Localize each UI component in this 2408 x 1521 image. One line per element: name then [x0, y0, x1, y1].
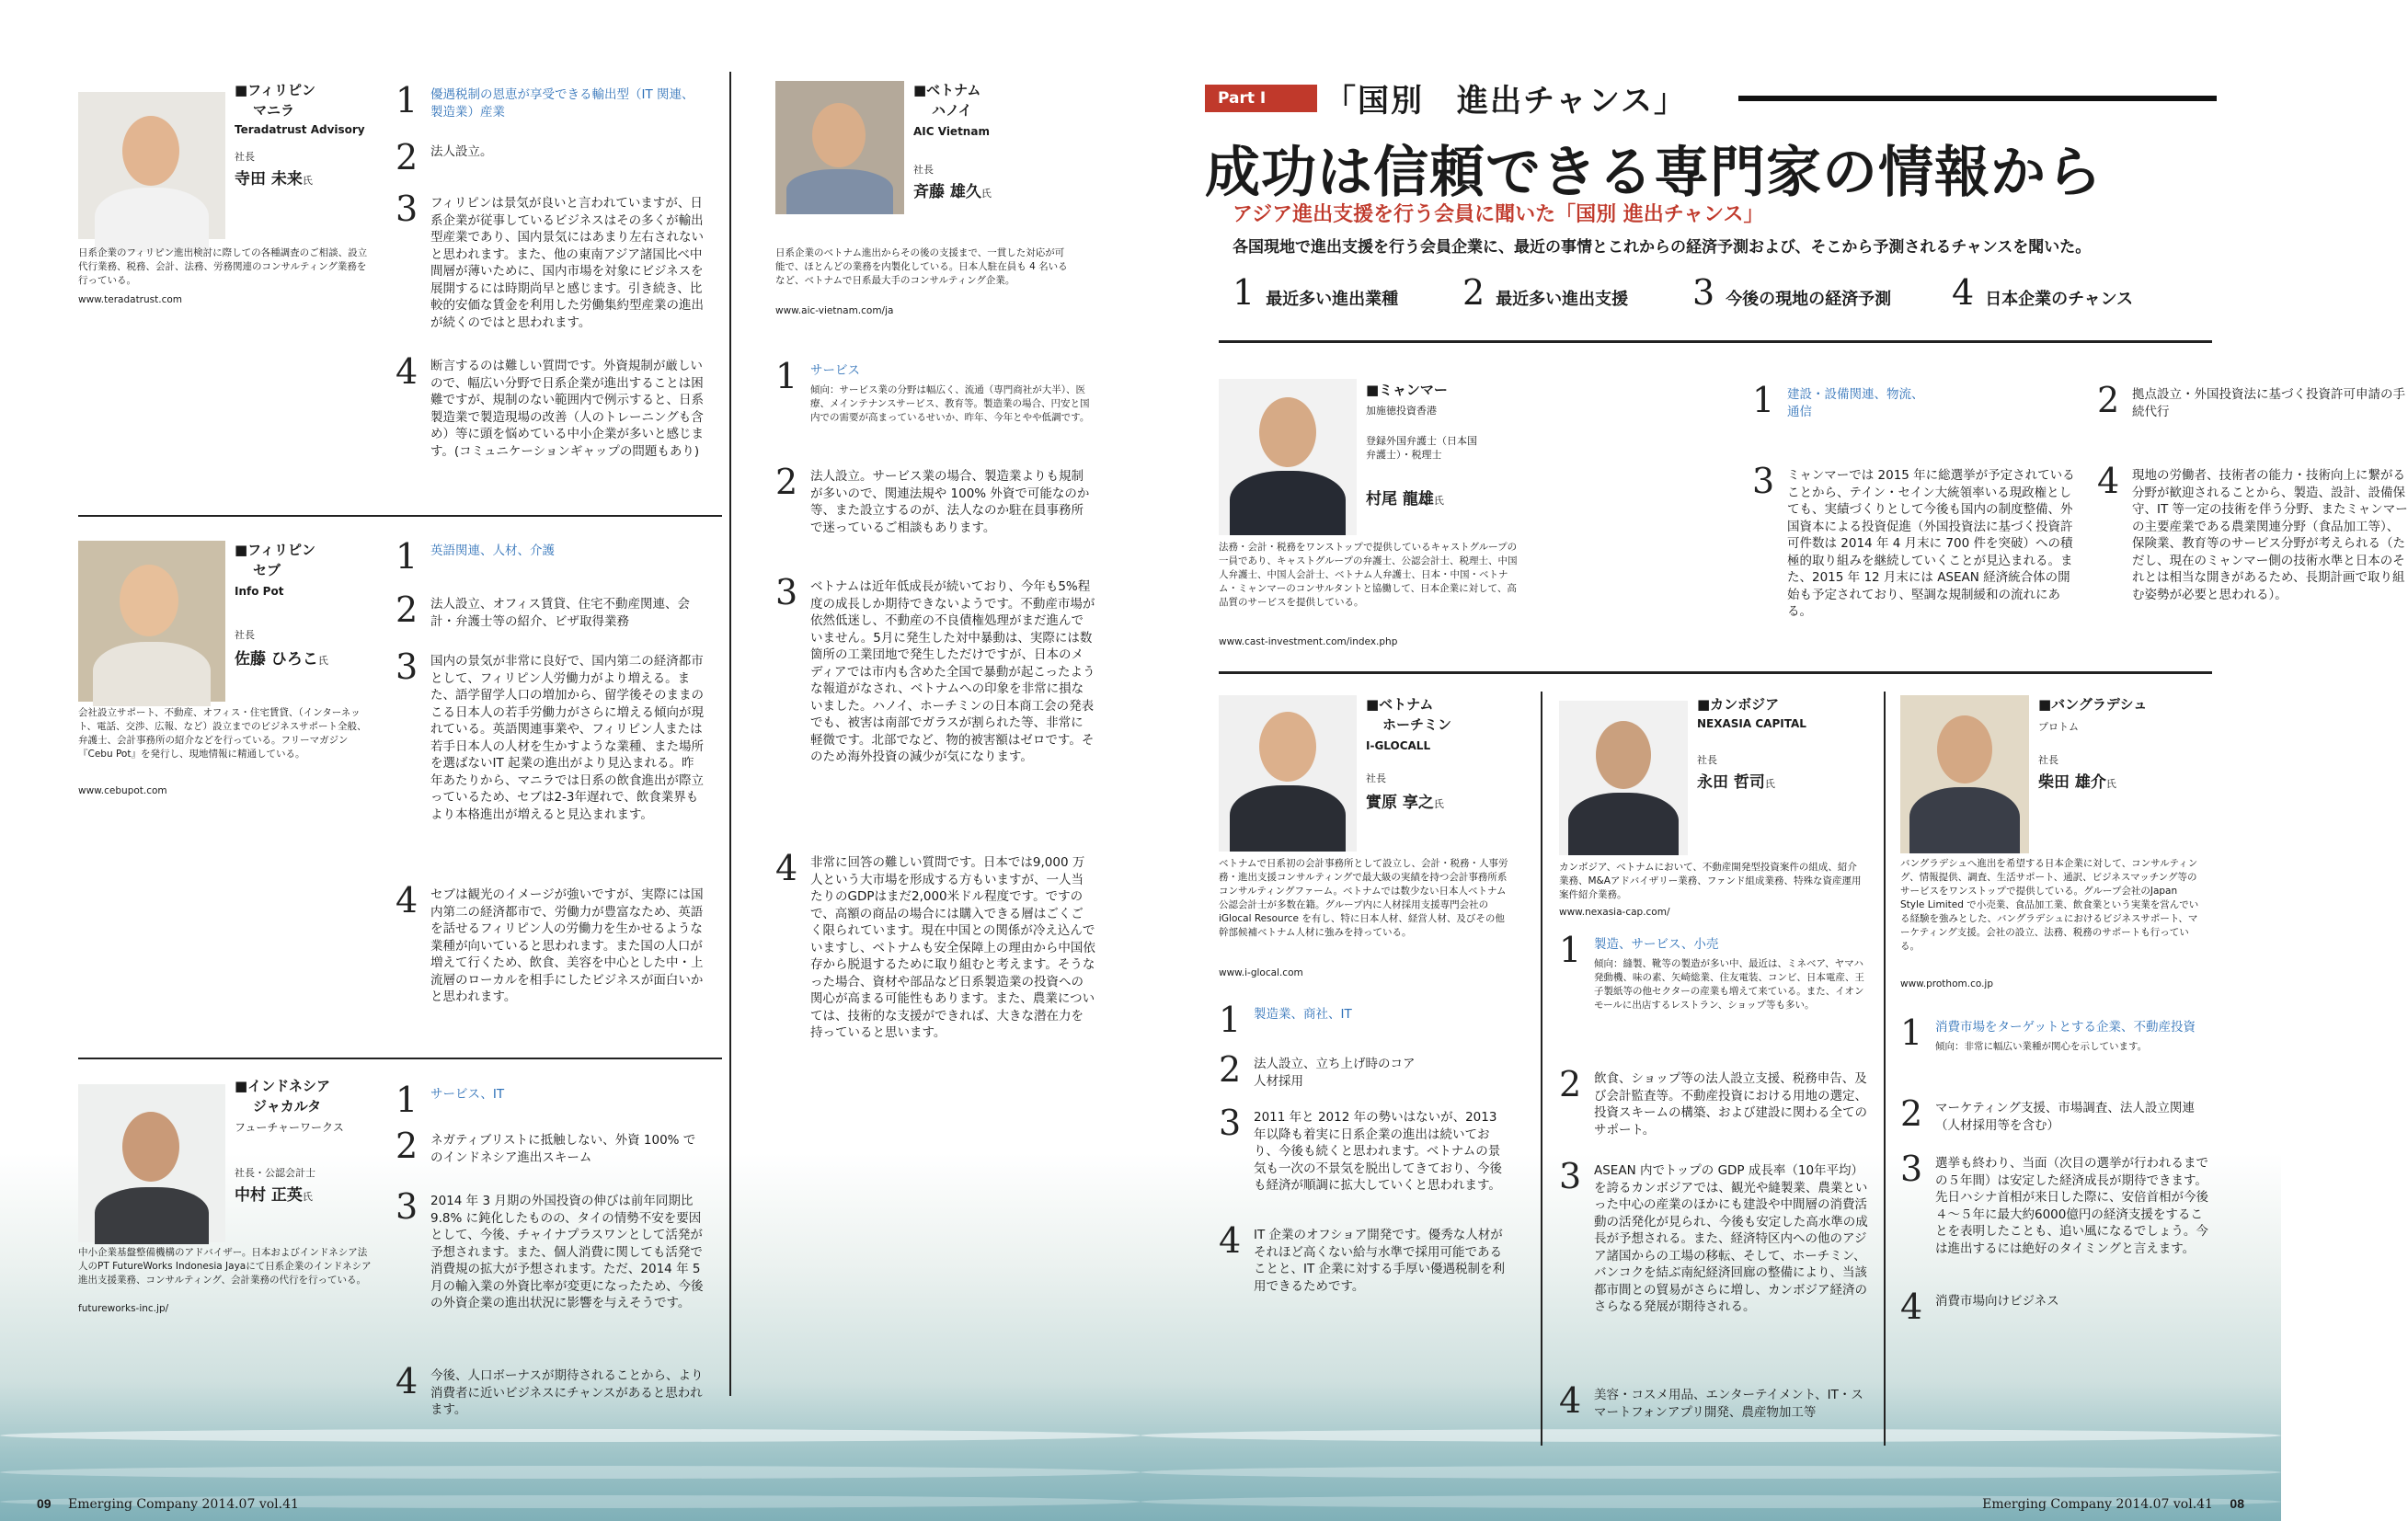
profile-description: カンボジア、ベトナムにおいて、不動産開発型投資案件の組成、紹介業務、M&Aアドバイザリー業務、ファンド組成業務、特殊な資産運用案件紹介業務。 — [1559, 862, 1862, 900]
answer-text: ネガティブリストに抵触しない、外資 100% でのインドネシア進出スキーム — [430, 1133, 696, 1165]
profile-name: 寺田 未来氏 — [235, 170, 313, 189]
answer-number: 1 — [1559, 930, 1582, 970]
answer-number: 1 — [1900, 1012, 1923, 1053]
profile-url: www.cast-investment.com/index.php — [1219, 636, 1398, 647]
answer-text: マーケティング支援、市場調査、法人設立関連（人材採用等を含む） — [1935, 1101, 2195, 1133]
section-heading: 「国別 進出チャンス」 — [1324, 83, 1687, 120]
profile-name: 佐藤 ひろこ氏 — [235, 650, 328, 669]
profile-url: www.teradatrust.com — [78, 294, 183, 305]
profile-url: www.i-glocal.com — [1219, 967, 1303, 978]
profile-description: 日系企業のベトナム進出からその後の支援まで、一貫した対応が可能で、ほとんどの業務を内製化している。日本人駐在員も 4 名いるなど、ベトナムで日系最大手のコンサルティング企業。 — [775, 247, 1068, 286]
answer-text: 国内の景気が非常に良好で、国内第二の経済都市として、フィリピン人労働力がより増える。また、語学留学人口の増加から、留学後そのままのこる日本人の若手労働力がさらに増える傾向が現れている。英語関連事業や、フィリピン人または若手日本人の人材を生かすような業種、また場所を選ばないIT 起業の進出がより見込まれる。昨年あたりから、マニラでは日系の飲食進出が際立っているため、セブは2-3年遅れで、飲食業界もより本格進出が増えると見込まれます。 — [430, 654, 704, 822]
answer-number: 3 — [396, 189, 419, 229]
profile-org: I-GLOCALL — [1366, 739, 1431, 752]
right-page — [1141, 0, 2408, 1521]
answer-text: 選挙も終わり、当面（次目の選挙が行われるまでの５年間）は安定した経済成長が期待できます。先日ハシナ首相が来日した際に、安倍首相が今後４～５年に最大約6000億円の経済支援をすることを表明したことも、追い風になるでしょう。今は進出するには絶好のタイミングと言えます。 — [1935, 1156, 2208, 1256]
profile-org: Teradatrust Advisory — [235, 123, 365, 136]
answer-number: 1 — [1752, 380, 1775, 420]
profile-description: バングラデシュへ進出を希望する日本企業に対して、コンサルティング、情報提供、調査、生活サポート、通訳、ビジネスマッチング等のサービスをワンストップで提供している。グループ会社のJapan Style Limited で小売業、食品加工業、飲食業という実業を営んでいる経験を強みとした、バングラデシュにおけるビジネスサポート、マーケティング支援。会社の設立、法務、税務のサポートも行っている。 — [1900, 858, 2199, 952]
answer-text: 今後、人口ボーナスが期待されることから、より消費者に近いビジネスにチャンスがあると思われます。 — [430, 1368, 704, 1417]
answer-text: フィリピンは景気が良いと言われていますが、日系企業が従事しているビジネスはその多くが輸出型産業であり、国内景気にはあまり左右されないと思われます。また、他の東南アジア諸国比べ中間層が薄いために、国内市場を対象にビジネスを展開するには時期尚早と感じます。引き続き、比較的安価な賃金を利用した労働集約型産業の進出が続くのではと思われます。 — [430, 196, 704, 330]
profile-cambodia — [1559, 692, 1876, 1446]
profile-city: ハノイ — [932, 102, 972, 119]
answer-number: 2 — [775, 462, 798, 502]
answer-number: 3 — [1752, 461, 1775, 501]
profile-name: 中村 正英氏 — [235, 1186, 313, 1205]
profile-url: www.prothom.co.jp — [1900, 978, 1994, 989]
page-number: 09 — [37, 1496, 52, 1511]
profile-name: 柴田 雄介氏 — [2038, 773, 2116, 792]
question-item: 2 最近多い進出支援 — [1462, 272, 1629, 313]
profile-org: Info Pot — [235, 585, 284, 598]
answer-number: 4 — [2097, 461, 2120, 501]
answer-number: 1 — [396, 1080, 419, 1120]
answer-text: 法人設立、オフィス賃貸、住宅不動産関連、会計・弁護士等の紹介、ビザ取得業務 — [430, 597, 691, 629]
answer-number: 2 — [396, 1126, 419, 1166]
profile-description: 会社設立サポート、不動産、オフィス・住宅賃貸、（インターネット、電話、交渉、広報、など）設立までのビジネスサポート全般、弁護士、会計事務所の紹介などを行っている。フリーマガジン『Cebu Pot』を発行し、現地情報に精通している。 — [78, 707, 367, 760]
profile-country: ■ベトナム — [1366, 696, 1434, 713]
profile-org: AIC Vietnam — [913, 125, 990, 138]
profile-url: www.nexasia-cap.com/ — [1559, 907, 1670, 918]
profile-url: www.aic-vietnam.com/ja — [775, 305, 894, 316]
profile-url: futureworks-inc.jp/ — [78, 1303, 169, 1314]
answer-number: 3 — [396, 646, 419, 687]
answer-text: 法人設立。 — [430, 144, 493, 159]
column-divider — [1884, 692, 1886, 1446]
profile-city: ジャカルタ — [253, 1098, 322, 1115]
profile-title: 社長 — [2038, 754, 2058, 766]
profile-manila — [78, 74, 722, 506]
profile-name: 斉藤 雄久氏 — [913, 183, 992, 201]
profile-country: ■インドネシア — [235, 1078, 331, 1094]
profile-myanmar — [1219, 357, 2408, 660]
answer-text: セブは観光のイメージが強いですが、実際には国内第二の経済都市で、労働力が豊富なため、英語を話せるフィリピン人の労働力を生かせるような業種が向いていると思われます。また国の人口が増えて行くため、飲食、美容を中心とした中・上流層のローカルを相手にしたビジネスが面白いかと思われます。 — [430, 887, 704, 1004]
answer-number: 1 — [396, 80, 419, 120]
question-item: 4 日本企業のチャンス — [1952, 272, 2134, 313]
profile-country: ■フィリピン — [235, 542, 315, 558]
heading-rule — [1738, 96, 2217, 101]
answer-number: 4 — [396, 351, 419, 392]
question-item: 1 最近多い進出業種 — [1233, 272, 1399, 313]
portrait-photo — [1559, 701, 1688, 855]
answer-text: 消費市場をターゲットとする企業、不動産投資 傾向：非常に幅広い業種が関心を示しています。 — [1935, 1020, 2196, 1052]
lead-text: 各国現地で進出支援を行う会員企業に、最近の事情とこれからの経済予測および、そこから予測されるチャンスを聞いた。 — [1233, 238, 2092, 257]
answer-text: 英語関連、人材、介護 — [430, 543, 555, 558]
part-badge: Part I — [1205, 85, 1317, 112]
answer-number: 4 — [396, 1361, 419, 1401]
main-title: 成功は信頼できる専門家の情報から — [1205, 141, 2103, 205]
profile-org: プロトム — [2038, 721, 2079, 733]
answer-text: 2011 年と 2012 年の勢いはないが、2013 年以降も着実に日系企業の進出は続いており、今後も続くと思われます。ベトナムの景気も一次の不景気を脱出してきており、今後も経済が順調に拡大していくと思われます。 — [1254, 1110, 1502, 1193]
answer-number: 3 — [1559, 1156, 1582, 1196]
portrait-photo — [1900, 695, 2029, 853]
answer-number: 2 — [396, 589, 419, 630]
answer-text: IT 企業のオフショア開発です。優秀な人材がそれほど高くない給与水準で採用可能であることと、IT 企業に対する手厚い優遇税制を利用できるためです。 — [1254, 1228, 1506, 1294]
portrait-photo — [78, 92, 225, 239]
answer-text: サービス、IT — [430, 1087, 505, 1102]
profile-title: 社長 — [1697, 754, 1717, 766]
answer-number: 1 — [775, 356, 798, 396]
profile-city: マニラ — [253, 102, 295, 119]
profile-url: www.cebupot.com — [78, 785, 167, 796]
profile-bangladesh — [1900, 692, 2218, 1446]
portrait-photo — [1219, 695, 1357, 852]
page-number: 08 — [2230, 1496, 2244, 1511]
portrait-photo — [78, 1084, 225, 1242]
column-divider — [1541, 692, 1542, 1446]
subtitle: アジア進出支援を行う会員に聞いた「国別 進出チャンス」 — [1233, 203, 1764, 226]
magazine-name: Emerging Company 2014.07 vol.41 — [1982, 1497, 2213, 1512]
answer-text: 美容・コスメ用品、エンターテイメント、IT・スマートフォンアプリ開発、農産物加工等 — [1594, 1388, 1863, 1420]
answer-text: 消費市場向けビジネス — [1935, 1294, 2059, 1309]
profile-description: ベトナムで日系初の会計事務所として設立し、会計・税務・人事労務・進出支援コンサルティングで最大級の実績を持つ会計事務所系コンサルティングファーム。ベトナムでは数少ない日本人ベトナム公認会計士が多数在籍。グループ内に人材採用支援専門会社の iGlocal Resource を有し、特に日本人材、経営人材、及びその他幹部候補ベトナム人材に強みを持っている。 — [1219, 858, 1508, 938]
answer-text: 製造、サービス、小売 傾向：縫製、靴等の製造が多い中、最近は、ミネベア、ヤマハ発動機、味の素、矢崎総業、住友電装、コンビ、日本電産、王子製紙等の他セクターの産業も増えて来ている。また、イオンモールに出店するレストラン、ショップ等も多い。 — [1594, 937, 1864, 1011]
section-divider — [1219, 340, 2212, 343]
answer-number: 4 — [1219, 1220, 1242, 1261]
answer-text: ASEAN 内でトップの GDP 成長率（10年平均）を誇るカンボジアでは、観光や縫製業、農業といった中心の産業のほかにも建設や中間層の消費活動の活発化が見られ、今後も安定した高水準の成長が予想される。また、経済特区内への他のアジア諸国からの工場の移転、そして、ホーチミン、バンコクを結ぶ南紀経済回廊の整備により、当該都市間との貿易がさらに増し、カンボジア経済のさらなる発展が期待される。 — [1594, 1163, 1868, 1314]
question-item: 3 今後の現地の経済予測 — [1692, 272, 1892, 313]
answer-text: ベトナムは近年低成長が続いており、今年も5%程度の成長しか期待できないようです。不動産市場が依然低迷し、不動産の不良債権処理がまだ進んでいません。5月に発生した対中暴動は、実際には数箇所の工業団地で発生しただけですが、日本のメディアでは市内も含めた全国で暴動が起こったような報道がなされ、ベトナムへの印象を非常に損ないました。ハノイ、ホーチミンの日本商工会の発表でも、被害は南部でガラスが割られた等、非常に軽微です。北部でなど、物的被害額はゼロです。そのため海外投資の減少が気になります。 — [810, 579, 1095, 764]
answer-number: 3 — [775, 572, 798, 612]
answer-number: 4 — [396, 880, 419, 921]
answer-text: サービス 傾向：サービス業の分野は幅広く、流通（専門商社が大半）、医療、メインテナンスサービス、教育等。製造業の場合、円安と国内での需要が高まっているせいか、昨年、今年とやや低調です。 — [810, 363, 1090, 423]
answer-number: 3 — [1900, 1149, 1923, 1189]
left-page — [0, 0, 1141, 1521]
profile-org: 加施徳投資香港 — [1366, 405, 1437, 417]
profile-jakarta — [78, 1071, 722, 1458]
answer-number: 3 — [1219, 1103, 1242, 1143]
answer-number: 2 — [1219, 1049, 1242, 1090]
profile-description: 中小企業基盤整備機構のアドバイザー。日本およびインドネシア法人のPT FutureWorks Indonesia Jayaにて日系企業のインドネシア進出支援業務、コンサルティング、会計業務の代行を行っている。 — [78, 1247, 372, 1286]
answer-text: 製造業、商社、IT — [1254, 1007, 1352, 1022]
profile-country: ■ベトナム — [913, 82, 981, 98]
magazine-name: Emerging Company 2014.07 vol.41 — [68, 1497, 299, 1512]
profile-title: 社長 — [235, 629, 255, 641]
answer-text: 法人設立。サービス業の場合、製造業よりも規制が多いので、関連法規や 100% 外資で可能なのか等、また設立するのが、法人なのか駐在員事務所で迷っているご相談もあります。 — [810, 469, 1090, 535]
profile-description: 日系企業のフィリピン進出検討に際しての各種調査のご相談、設立代行業務、税務、会計、法務、労務関連のコンサルティング業務を行っている。 — [78, 247, 368, 286]
answer-number: 2 — [396, 137, 419, 177]
profile-name: 實原 享之氏 — [1366, 794, 1444, 812]
answer-number: 1 — [396, 536, 419, 577]
profile-cebu — [78, 532, 722, 1046]
profile-title: 社長 — [235, 151, 255, 163]
profile-title: 社長 — [1366, 772, 1386, 784]
profile-hanoi — [775, 74, 1107, 1131]
profile-title: 社長 — [913, 164, 934, 176]
column-divider — [729, 72, 731, 1396]
profile-country: ■バングラデシュ — [2038, 696, 2148, 713]
profile-title: 社長・公認会計士 — [235, 1167, 315, 1179]
profile-country: ■カンボジア — [1697, 696, 1780, 713]
profile-country: ■フィリピン — [235, 82, 315, 98]
answer-text: 建設・設備関連、物流、通信 — [1787, 387, 1924, 419]
answer-text: 2014 年 3 月期の外国投資の伸びは前年同期比 9.8% に鈍化したものの、タイの情勢不安を要因として、今後、チャイナプラスワンとして活発が予想されます。また、個人消費に関しても活発で消費規の拡大が予想されます。ただ、2014 年 5 月の輸入業の外資比率が変更になったため、今後の外資企業の進出状況に影響を与えそうです。 — [430, 1194, 704, 1310]
answer-text: 法人設立、立ち上げ時のコア人材採用 — [1254, 1057, 1416, 1089]
answer-number: 2 — [2097, 380, 2120, 420]
question-list — [1233, 272, 2244, 318]
profile-description: 法務・会計・税務をワンストップで提供しているキャストグループの一員であり、キャストグループの弁護士、公認会計士、税理士、中国人弁護士、中国人会計士、ベトナム人弁護士、日本・中国・ベトナム・ミャンマーのコンサルタントと協働して、日本企業に対して、高品質のサービスを提供している。 — [1219, 542, 1518, 608]
section-divider — [78, 515, 722, 517]
section-divider — [1219, 671, 2212, 674]
page-footer — [1982, 1496, 2244, 1512]
answer-number: 4 — [775, 848, 798, 888]
answer-text: 現地の労働者、技術者の能力・技術向上に繋がる分野が歓迎されることから、製造、設計、設備保守、IT 等一定の技術を伴う分野、またミャンマーの主要産業である農業関連分野（食品加工等）、保険業、教育等のサービス分野が考えられる（ただし、現在のミャンマー側の技術水準と日本のそれとは相当な開きがあるため、長期計画で取り組む姿勢が必要と思われる）。 — [2132, 468, 2408, 602]
answer-text: 優遇税制の恩恵が享受できる輸出型（IT 関連、製造業）産業 — [430, 87, 694, 120]
answer-number: 4 — [1559, 1380, 1582, 1421]
answer-number: 1 — [1219, 1000, 1242, 1040]
answer-text: 断言するのは難しい質問です。外資規制が厳しいので、幅広い分野で日系企業が進出することは困難ですが、規制のない範囲内で例示すると、日系製造業で製造現場の改善（人のトレーニングも含め）等に頭を悩めている中小企業が多いと感じます。(コミュニケーションギャップの問題もあり) — [430, 359, 704, 459]
profile-org: NEXASIA CAPITAL — [1697, 717, 1806, 730]
profile-org: フューチャーワークス — [235, 1121, 344, 1134]
profile-title: 登録外国弁護士（日本国弁護士）・税理士 — [1366, 435, 1477, 461]
profile-city: ホーチミン — [1382, 716, 1452, 733]
profile-name: 村尾 龍雄氏 — [1366, 490, 1444, 509]
section-divider — [78, 1058, 722, 1059]
answer-number: 3 — [396, 1186, 419, 1227]
profile-country: ■ミャンマー — [1366, 382, 1448, 398]
page-footer — [37, 1496, 299, 1512]
portrait-photo — [1219, 379, 1357, 535]
profile-name: 永田 哲司氏 — [1697, 773, 1775, 792]
answer-number: 2 — [1900, 1093, 1923, 1134]
answer-number: 4 — [1900, 1287, 1923, 1327]
answer-text: ミャンマーでは 2015 年に総選挙が予定されていることから、テイン・セイン大統領率いる現政権としても、実績づくりとして今後も国内の制度整備、外国資本による投資促進（外国投資法に基づく投資許可件数は 2014 年 4 月末に 700 件を突破）への積極的取り組みを継続していくことが見込まれる。また、2015 年 12 月末には ASEAN 経済統合体の開始も予定されており、堅調な規制緩和の流れにある。 — [1787, 468, 2075, 619]
profile-city: セブ — [253, 562, 281, 578]
answer-text: 非常に回答の難しい質問です。日本では9,000 万人という大市場を形成する方もいますが、一人当たりのGDPはまだ2,000米ドル程度です。ですので、高額の商品の場合には購入できる層はごくごく限られています。現在中国との関係が冷え込んでいますし、ベトナムも安全保障上の理由から中国依存から脱退するために取り組むと考えます。そうなった場合、資材や部品など日系製造業の投資への関心が高まる可能性もあります。また、農業については、技術的な支援ができれば、大きな潜在力を持っていると思います。 — [810, 855, 1095, 1040]
answer-text: 飲食、ショップ等の法人設立支援、税務申告、及び会計監査等。不動産投資における用地の選定、投資スキームの構築、および建設に関わる全てのサポート。 — [1594, 1071, 1867, 1138]
answer-text: 拠点設立・外国投資法に基づく投資許可申請の手続代行 — [2132, 387, 2405, 419]
portrait-photo — [78, 541, 225, 702]
profile-hochiminh — [1219, 692, 1531, 1446]
portrait-photo — [775, 81, 904, 214]
answer-number: 2 — [1559, 1064, 1582, 1104]
